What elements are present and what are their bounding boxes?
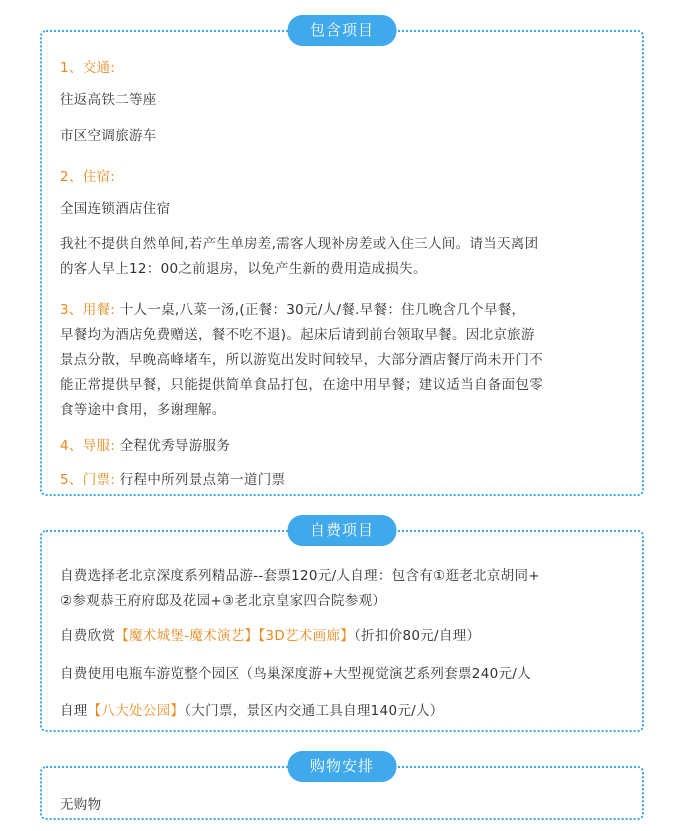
meals-line: 能正常提供早餐，只能提供简单食品打包，在途中用早餐；建议适当自备面包零 (60, 377, 543, 393)
optional-park-row (60, 699, 444, 724)
meals-line: 早餐均为酒店免费赠送，餐不吃不退)。起床后请到前台领取早餐。因北京旅游 (60, 327, 535, 343)
transport-item: 市区空调旅游车 (60, 128, 157, 144)
tickets-text: 行程中所列景点第一道门票 (115, 472, 286, 488)
optional-line: ②参观恭王府府邸及花园+③老北京皇家四合院参观） (60, 593, 387, 609)
guide-text: 全程优秀导游服务 (115, 438, 231, 454)
lodging-note-line: 我社不提供自然单间,若产生单房差,需客人现补房差或入住三人间。请当天离团 (60, 236, 539, 252)
lodging-heading: 2、住宿: (60, 169, 116, 185)
transport-item: 往返高铁二等座 (60, 92, 157, 108)
optional-show-row (60, 624, 480, 649)
lodging-item: 全国连锁酒店住宿 (60, 201, 171, 217)
tickets-heading: 5、门票: (60, 472, 116, 488)
included-title-badge: 包含项目 (288, 15, 397, 46)
meals-row (60, 298, 525, 323)
meals-text: 十人一桌,八菜一汤,(正餐：30元/人/餐.早餐：住几晚含几个早餐， (115, 302, 526, 318)
meals-heading: 3、用餐: (60, 302, 116, 318)
optional-show-price: （折扣价80元/自理） (354, 628, 481, 644)
optional-line: 自费选择老北京深度系列精品游--套票120元/人自理：包含有①逛老北京胡同+ (60, 568, 540, 584)
optional-park-price: （大门票，景区内交通工具自理140元/人） (184, 703, 444, 719)
shopping-text: 无购物 (60, 797, 102, 813)
guide-heading: 4、导服: (60, 438, 116, 454)
badachu-park-highlight: 【八大处公园】 (87, 703, 185, 719)
shopping-title-badge: 购物安排 (288, 751, 397, 782)
optional-title-badge: 自费项目 (288, 515, 397, 546)
shopping-section (40, 757, 644, 820)
meals-line: 景点分散，早晚高峰堵车，所以游览出发时间较早，大部分酒店餐厅尚未开门不 (60, 352, 543, 368)
tickets-row (60, 468, 285, 493)
magic-castle-highlight: 【魔术城堡-魔术演艺】 (115, 628, 259, 644)
optional-park-prefix: 自理 (60, 703, 88, 719)
optional-line: 自费使用电瓶车游览整个园区（鸟巢深度游+大型视觉演艺系列套票240元/人 (60, 666, 531, 682)
transport-heading: 1、交通: (60, 60, 116, 76)
meals-line: 食等途中食用，多谢理解。 (60, 402, 226, 418)
optional-show-prefix: 自费欣赏 (60, 628, 116, 644)
3d-gallery-highlight: 【3D艺术画廊】 (258, 628, 355, 644)
guide-row (60, 434, 230, 459)
lodging-note-line: 的客人早上12：00之前退房，以免产生新的费用造成损失。 (60, 261, 427, 277)
